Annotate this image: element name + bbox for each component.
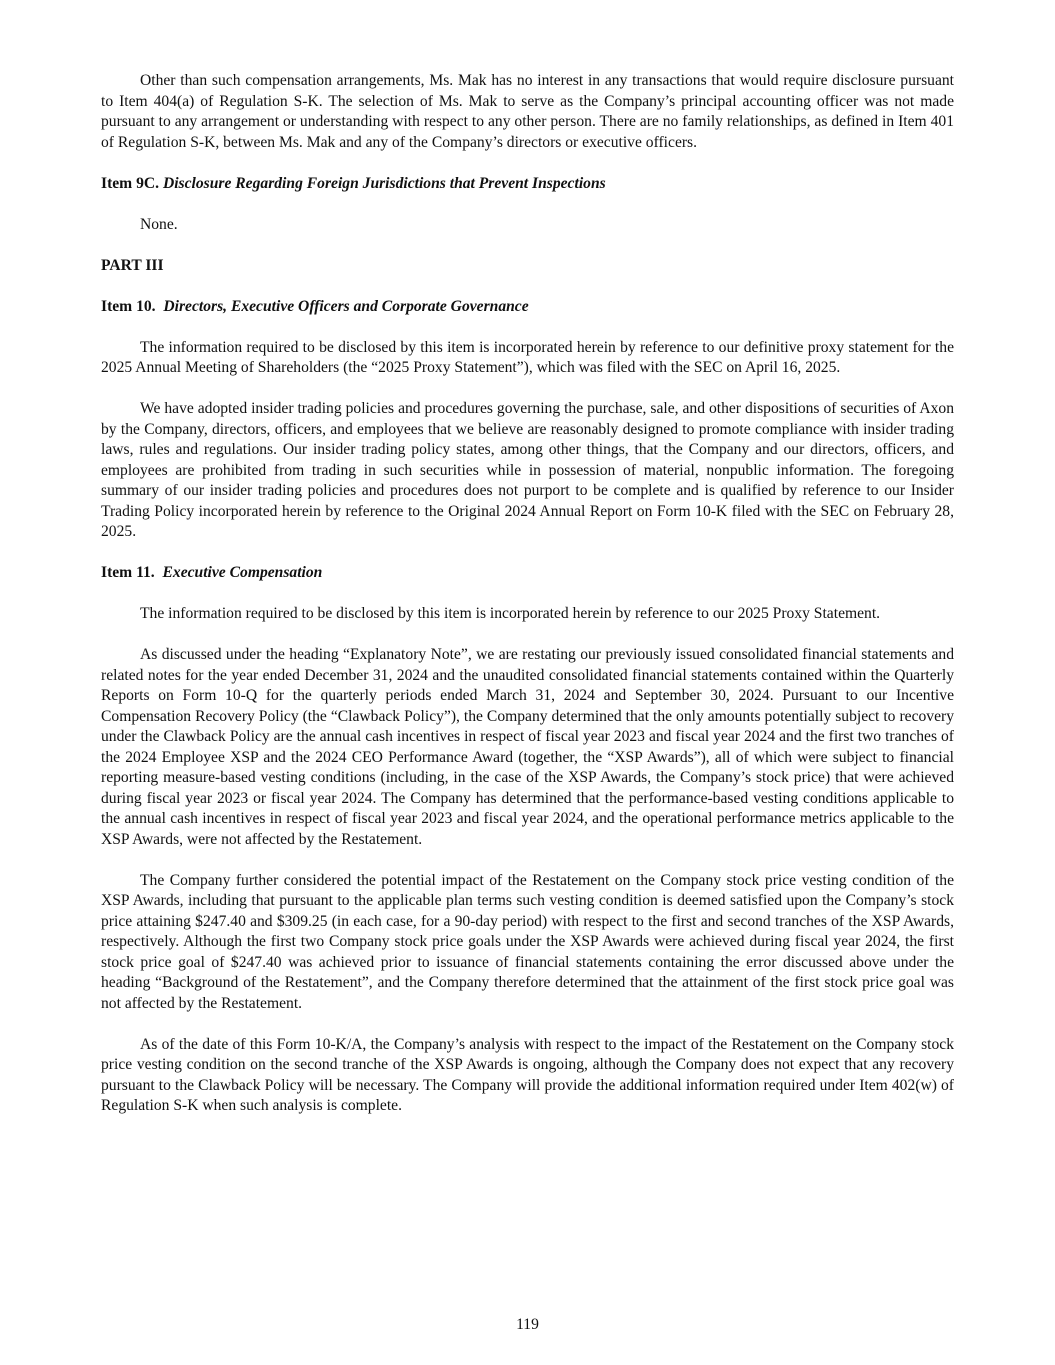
intro-paragraph: Other than such compensation arrangements, Ms. Mak has no interest in any transactions that would require disclosure pursuant to Item 404(a) of Regulation S-K. The selection of Ms. Mak to serve as the Company’s principal accounting officer was not made pursuant to any arrangement or understanding with respect to any other person. There are no family relationships, as defined in Item 401 of Regulation S-K, between Ms. Mak and any of the Company’s directors or executive officers. bbox=[101, 72, 954, 151]
item-10-label: Item 10. bbox=[101, 297, 156, 315]
item-11-heading bbox=[101, 563, 954, 584]
item-10-paragraph-2: We have adopted insider trading policies and procedures governing the purchase, sale, and other dispositions of securities of Axon by the Company, directors, officers, and employees that we believe are reasonably designed to promote compliance with insider trading laws, rules and regulations. Our insider trading policy states, among other things, that the Company and our directors, officers, and employees are prohibited from trading in such securities while in possession of material, nonpublic information. The foregoing summary of our insider trading policies and procedures does not purport to be complete and is qualified by reference to our Insider Trading Policy incorporated herein by reference to the Original 2024 Annual Report on Form 10-K filed with the SEC on February 28, 2025. bbox=[101, 400, 954, 540]
item-11-title: Executive Compensation bbox=[162, 564, 323, 581]
item-11-label: Item 11. bbox=[101, 564, 155, 581]
item-11-paragraph-2: As discussed under the heading “Explanatory Note”, we are restating our previously issued consolidated financial statements and related notes for the year ended December 31, 2024 and the unaudited consolidated financial statements contained within the Quarterly Reports on Form 10-Q for the quarterly periods ended March 31, 2024 and September 30, 2024. Pursuant to our Incentive Compensation Recovery Policy (the “Clawback Policy”), the Company determined that the only amounts potentially subject to recovery under the Clawback Policy are the annual cash incentives in respect of fiscal year 2023 and fiscal year 2024 and the first two tranches of the 2024 Employee XSP and the 2024 CEO Performance Award (together, the “XSP Awards”), all of which were subject to financial reporting measure-based vesting conditions (including, in the case of the XSP Awards, the Company’s stock price) that were achieved during fiscal year 2023 or fiscal year 2024. The Company has determined that the performance-based vesting conditions applicable to the annual cash incentives in respect of fiscal year 2023 and fiscal year 2024, and the operational performance metrics applicable to the XSP Awards, were not affected by the Restatement. bbox=[101, 646, 954, 848]
item-9c-title: Disclosure Regarding Foreign Jurisdictions that Prevent Inspections bbox=[162, 174, 606, 192]
item-10-paragraph-1: The information required to be disclosed by this item is incorporated herein by reference to our definitive proxy statement for the 2025 Annual Meeting of Shareholders (the “2025 Proxy Statement”), which was filed with the SEC on April 16, 2025. bbox=[101, 338, 954, 376]
item-11-paragraph-4: As of the date of this Form 10-K/A, the Company’s analysis with respect to the impact of the Restatement on the Company stock price vesting condition on the second tranche of the XSP Awards is ongoing, although the Company does not expect that any recovery pursuant to the Clawback Policy will be necessary. The Company will provide the additional information required under Item 402(w) of Regulation S-K when such analysis is complete. bbox=[101, 1035, 954, 1114]
item-9c-heading bbox=[101, 174, 954, 195]
part-iii-heading: PART III bbox=[101, 256, 164, 274]
document-page bbox=[101, 71, 954, 1137]
page-number: 119 bbox=[516, 1316, 539, 1333]
item-10-heading bbox=[101, 297, 954, 318]
item-11-paragraph-1: The information required to be disclosed by this item is incorporated herein by reference to our 2025 Proxy Statement. bbox=[140, 605, 881, 622]
item-9c-body: None. bbox=[140, 215, 178, 233]
item-9c-label: Item 9C. bbox=[101, 174, 160, 192]
item-11-paragraph-3: The Company further considered the potential impact of the Restatement on the Company stock price vesting condition of the XSP Awards, including that pursuant to the applicable plan terms such vesting condition is deemed satisfied upon the Company’s stock price attaining $247.40 and $309.25 (in each case, for a 90-day period) with respect to the first and second tranches of the XSP Awards, respectively. Although the first two Company stock price goals under the XSP Awards were achieved during fiscal year 2024, the first stock price goal of $247.40 was achieved prior to issuance of financial statements containing the error discussed above under the heading “Background of the Restatement”, and the Company therefore determined that the attainment of the first stock price goal was not affected by the Restatement. bbox=[101, 871, 954, 1012]
item-10-title: Directors, Executive Officers and Corporate Governance bbox=[163, 297, 529, 315]
